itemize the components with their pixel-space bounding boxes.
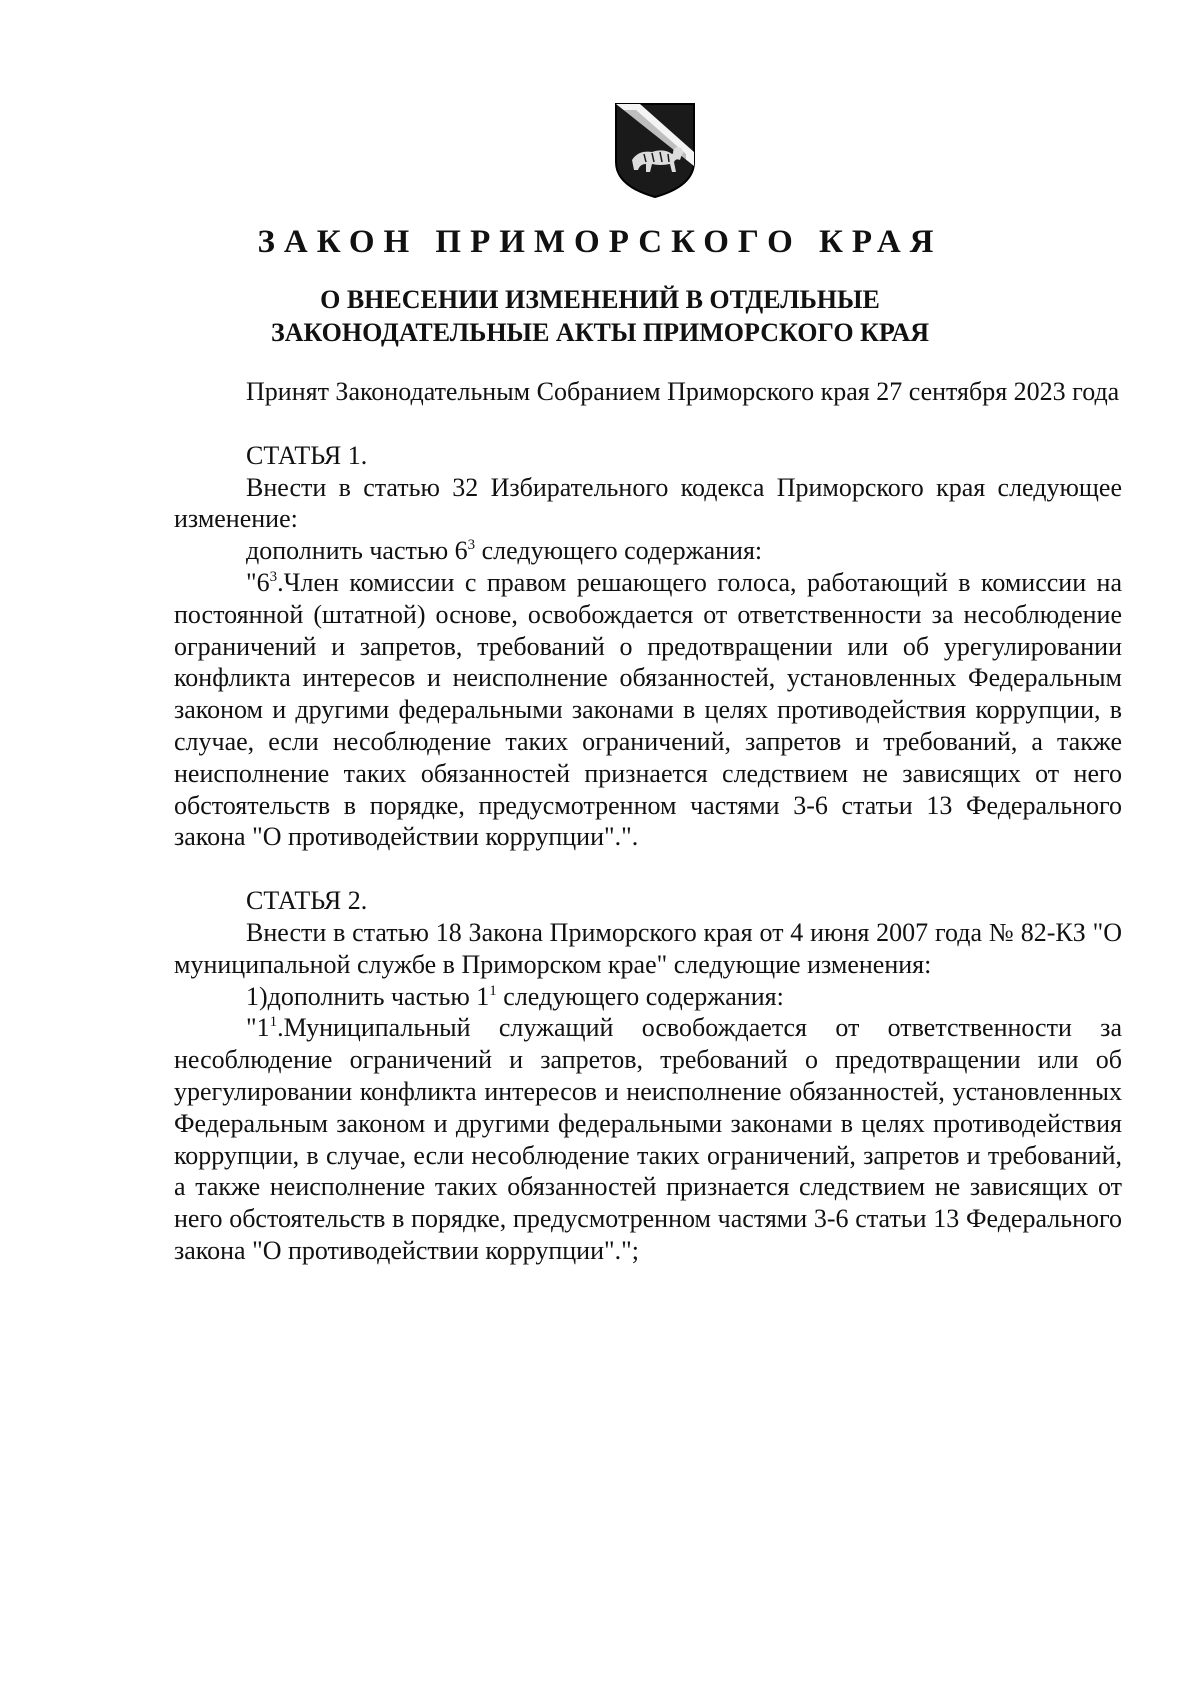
law-title: ЗАКОН ПРИМОРСКОГО КРАЯ bbox=[257, 224, 943, 260]
article-2-quote-superscript: 1 bbox=[269, 1014, 278, 1031]
article-1-item bbox=[174, 535, 1122, 567]
law-body bbox=[174, 376, 1122, 1267]
article-1-quoted-part bbox=[174, 567, 1122, 853]
article-1-item-superscript: 3 bbox=[467, 537, 476, 554]
article-1-quote-superscript: 3 bbox=[269, 568, 278, 585]
article-1-item-prefix: дополнить частью 6 bbox=[246, 536, 468, 566]
article-2-item-suffix: следующего содержания: bbox=[496, 981, 784, 1011]
primorsky-krai-coat-of-arms-icon bbox=[612, 100, 698, 200]
adoption-statement: Принят Законодательным Собранием Приморского края 27 сентября 2023 года bbox=[246, 377, 1120, 406]
article-1-intro: Внести в статью 32 Избирательного кодекса Приморского края следующее изменение: bbox=[174, 472, 1122, 534]
article-2-item-prefix: 1)дополнить частью 1 bbox=[246, 981, 490, 1011]
article-1-heading: СТАТЬЯ 1. bbox=[246, 440, 368, 470]
article-2-quote-prefix: "1 bbox=[246, 1013, 270, 1043]
article-2-intro: Внести в статью 18 Закона Приморского края от 4 июня 2007 года № 82-КЗ "О муниципальной службе в Приморском крае" следующие изменения: bbox=[174, 917, 1122, 979]
article-1-item-suffix: следующего содержания: bbox=[475, 536, 763, 566]
law-subtitle-line-1: О ВНЕСЕНИИ ИЗМЕНЕНИЙ В ОТДЕЛЬНЫЕ bbox=[320, 285, 880, 314]
law-subtitle-line-2: ЗАКОНОДАТЕЛЬНЫЕ АКТЫ ПРИМОРСКОГО КРАЯ bbox=[270, 318, 930, 347]
article-1-quote-prefix: "6 bbox=[246, 567, 270, 597]
article-1-quote-text: .Член комиссии с правом решающего голоса, работающий в комиссии на постоянной (штатной) основе, освобождается от ответственности за несоблюдение ограничений и запретов, требований о предотвращении или об урегулировании конфликта интересов и неисполнение обязанностей, установленных Федеральным законом и другими федеральными законами в целях противодействия коррупции, в случае, если несоблюдение таких ограничений, запретов и требований, а также неисполнение таких обязанностей признается следствием не зависящих от него обстоятельств в порядке, предусмотренном частями 3-6 статьи 13 Федерального закона "О противодействии коррупции".". bbox=[174, 567, 1122, 852]
law-subtitle bbox=[0, 283, 1200, 349]
article-2-heading: СТАТЬЯ 2. bbox=[246, 886, 368, 916]
article-2-quoted-part bbox=[174, 1012, 1122, 1266]
article-2-item-superscript: 1 bbox=[489, 982, 497, 999]
article-2-quote-text: .Муниципальный служащий освобождается от ответственности за несоблюдение ограничений и запретов, требований о предотвращении или об урегулировании конфликта интересов и неисполнение обязанностей, установленных Федеральным законом и другими федеральными законами в целях противодействия коррупции, в случае, если несоблюдение таких ограничений, запретов и требований, а также неисполнение таких обязанностей признается следствием не зависящих от него обстоятельств в порядке, предусмотренном частями 3-6 статьи 13 Федерального закона "О противодействии коррупции"."; bbox=[174, 1013, 1122, 1265]
article-2-item bbox=[174, 981, 1122, 1013]
